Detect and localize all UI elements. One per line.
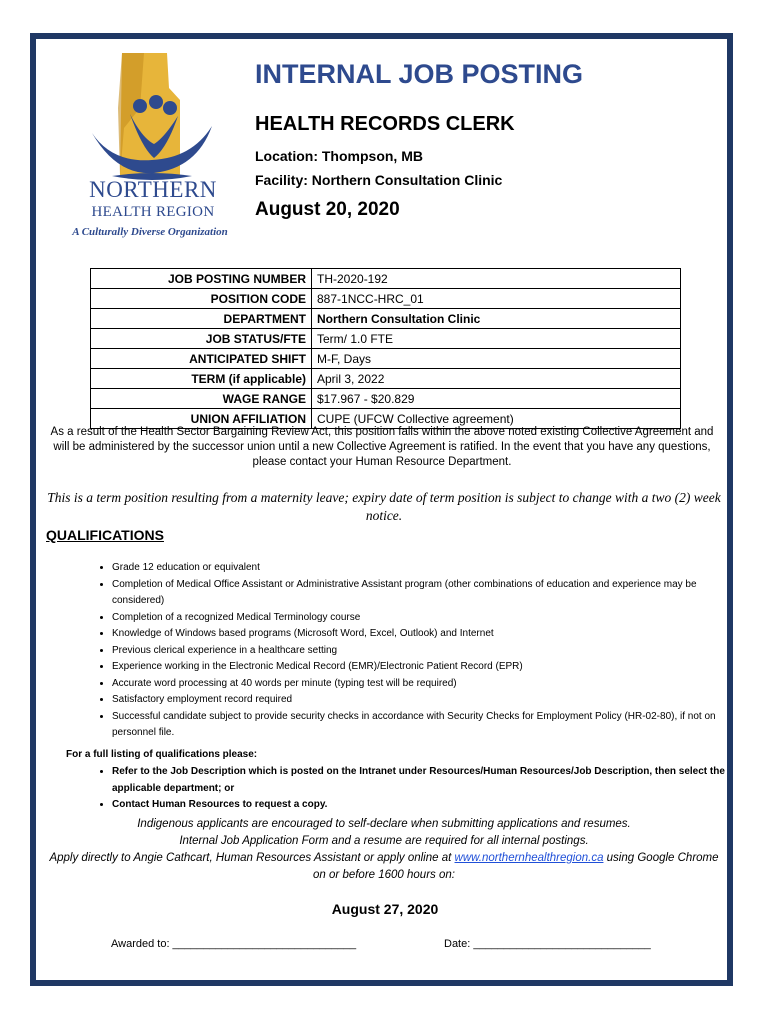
apply-text-pre: Apply directly to Angie Cathcart, Human Resources Assistant or apply online at [49, 852, 455, 864]
list-item: • Satisfactory employment record required [112, 692, 732, 709]
details-row [91, 369, 681, 389]
logo-name-line2: HEALTH REGION [91, 204, 215, 220]
details-value: $17.967 - $20.829 [312, 389, 681, 409]
full-listing-intro: For a full listing of qualifications please: [66, 749, 258, 760]
job-details-table [90, 268, 681, 429]
collective-agreement-note: As a result of the Health Sector Bargaining Review Act, this position falls within the above noted existing Collective Agreement and will be administered by the successor union until a new Collective Agreement is ratified. In the event that you have any questions, please contact your Human Resource Department. [50, 426, 714, 468]
details-label: JOB STATUS/FTE [91, 329, 312, 349]
job-title: HEALTH RECORDS CLERK [255, 113, 515, 135]
list-item: • Accurate word processing at 40 words per minute (typing test will be required) [112, 676, 732, 693]
details-row [91, 349, 681, 369]
list-item: • Successful candidate subject to provide security checks in accordance with Security Checks for Employment Policy (HR-02-80), if not on personnel file. [112, 709, 732, 742]
details-row [91, 329, 681, 349]
details-label: DEPARTMENT [91, 309, 312, 329]
facility: Facility: Northern Consultation Clinic [255, 172, 503, 188]
details-label: TERM (if applicable) [91, 369, 312, 389]
form-requirement: Internal Job Application Form and a resume are required for all internal postings. [179, 835, 589, 847]
date-field: Date: _____________________________ [444, 938, 651, 950]
list-item: • Experience working in the Electronic Medical Record (EMR)/Electronic Patient Record (EPR) [112, 659, 732, 676]
logo-name-line1: NORTHERN [89, 177, 217, 202]
posting-date: August 20, 2020 [255, 199, 400, 220]
list-item: • Previous clerical experience in a healthcare setting [112, 643, 732, 660]
details-label: POSITION CODE [91, 289, 312, 309]
term-note: This is a term position resulting from a maternity leave; expiry date of term position is subject to change with a two (2) week notice. [47, 490, 721, 523]
list-item: • Knowledge of Windows based programs (Microsoft Word, Excel, Outlook) and Internet [112, 626, 732, 643]
details-row [91, 269, 681, 289]
details-value: April 3, 2022 [312, 369, 681, 389]
qualifications-list [90, 560, 732, 742]
details-row [91, 389, 681, 409]
full-listing-list [90, 764, 732, 814]
list-item: • Completion of a recognized Medical Terminology course [112, 610, 732, 627]
list-item: • Refer to the Job Description which is posted on the Intranet under Resources/Human Resources/Job Description, then select the applicable department; or [112, 764, 732, 797]
website-link[interactable]: www.northernhealthregion.ca [454, 852, 604, 864]
posting-title: INTERNAL JOB POSTING [255, 59, 584, 89]
details-value: CUPE (UFCW Collective agreement) [312, 409, 681, 429]
details-value: Term/ 1.0 FTE [312, 329, 681, 349]
details-label: ANTICIPATED SHIFT [91, 349, 312, 369]
details-value: M-F, Days [312, 349, 681, 369]
details-row [91, 309, 681, 329]
list-item: • Completion of Medical Office Assistant or Administrative Assistant program (other combinations of education and experience may be considered) [112, 577, 732, 610]
posting-header [255, 58, 715, 222]
logo-wordmark [68, 177, 238, 221]
list-item: • Grade 12 education or equivalent [112, 560, 732, 577]
details-label: WAGE RANGE [91, 389, 312, 409]
logo-tagline: A Culturally Diverse Organization [72, 226, 228, 238]
closing-date: August 27, 2020 [331, 901, 439, 917]
awarded-to-field: Awarded to: ______________________________ [111, 938, 357, 950]
indigenous-note: Indigenous applicants are encouraged to self-declare when submitting applications and resumes. [137, 818, 631, 830]
details-row [91, 289, 681, 309]
location: Location: Thompson, MB [255, 148, 423, 164]
details-label: JOB POSTING NUMBER [91, 269, 312, 289]
list-item: • Contact Human Resources to request a copy. [112, 797, 732, 814]
details-label: UNION AFFILIATION [91, 409, 312, 429]
apply-directions [42, 850, 726, 884]
apply-text-post: using Google Chrome on or before 1600 hours on: [313, 852, 719, 881]
details-value: Northern Consultation Clinic [312, 309, 681, 329]
application-instructions [42, 816, 726, 884]
details-value: TH-2020-192 [312, 269, 681, 289]
details-value: 887-1NCC-HRC_01 [312, 289, 681, 309]
qualifications-heading: QUALIFICATIONS [46, 527, 164, 543]
